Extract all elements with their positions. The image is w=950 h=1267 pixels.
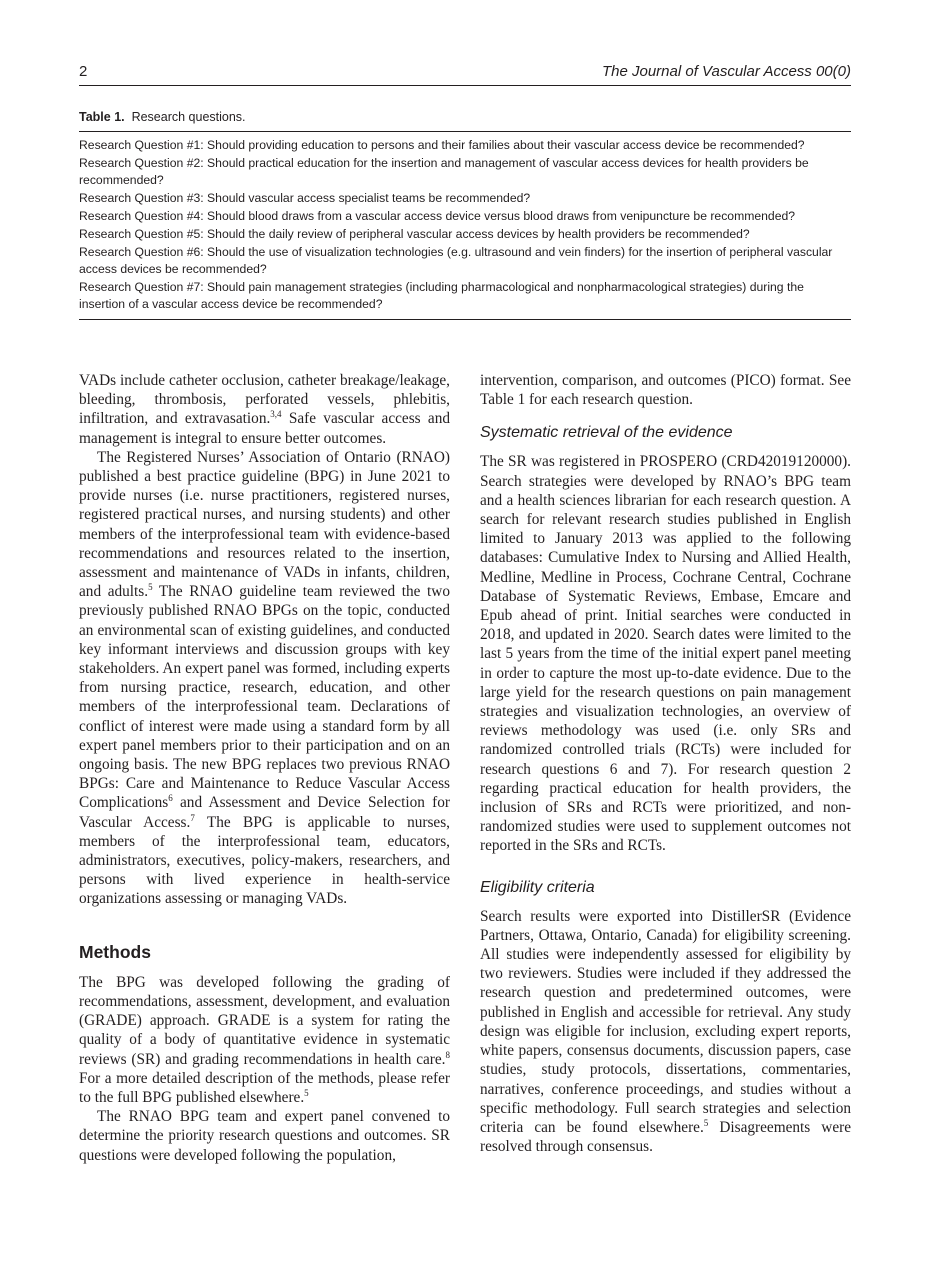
- table-caption: [79, 108, 851, 128]
- running-header: [79, 63, 851, 86]
- journal-title: The Journal of Vascular Access 00(0): [601, 63, 851, 80]
- table-caption-text: Research questions.: [131, 110, 246, 124]
- right-column: [480, 371, 851, 1156]
- citation-ref: 5: [304, 1087, 309, 1098]
- retrieval-heading: Systematic retrieval of the evidence: [480, 424, 733, 442]
- research-question-4: Research Question #4: Should blood draws from a vascular access device versus blood draws from venipuncture be recommended?: [79, 209, 796, 223]
- citation-ref: 8: [445, 1049, 450, 1060]
- research-question-6: Research Question #6: Should the use of visualization technologies (e.g. ultrasound and vein finders) for the insertion of peripheral vascular access devices be recommended?: [79, 245, 833, 276]
- pico-paragraph: intervention, comparison, and outcomes (PICO) format. See Table 1 for each research question.: [480, 372, 851, 409]
- citation-ref: 5: [148, 582, 153, 593]
- research-questions-table: [79, 108, 851, 320]
- methods-paragraph-grade: The BPG was developed following the grading of recommendations, assessment, development, and evaluation (GRADE) approach. GRADE is a system for rating the quality of a body of quantitative evidence in systematic reviews (SR) and grading recommendations in health care.$^8$ For a more detailed description of the methods, please refer to the full BPG published elsewhere.$^5$: [79, 973, 450, 1106]
- research-question-5: Research Question #5: Should the daily review of peripheral vascular access devices by health providers be recommended?: [79, 227, 750, 241]
- intro-paragraph-complications: VADs include catheter occlusion, catheter breakage/leakage, bleeding, thrombosis, perforated vessels, phlebitis, infiltration, and extravasation.$^{3,4}$ Safe vascular access and management is integral to ensure better outcomes.: [79, 372, 451, 447]
- research-question-1: Research Question #1: Should providing education to persons and their families about their vascular access device be recommended?: [79, 138, 805, 152]
- citation-ref: 3,4: [270, 409, 282, 420]
- methods-paragraph-questions: The RNAO BPG team and expert panel convened to determine the priority research questions and outcomes. SR questions were developed following the population,: [79, 1108, 450, 1164]
- intro-paragraph-rnao: The Registered Nurses’ Association of Ontario (RNAO) published a best practice guideline (BPG) in June 2021 to provide nurses (i.e. nurse practitioners, registered nurses, registered practical nurses, and nursing students) and other members of the interprofessional team with evidence-based recommendations and resources related to the insertion, assessment and maintenance of VADs in infants, children, and adults.$^5$ The RNAO guideline team reviewed the two previously published RNAO BPGs on the topic, conducted an environmental scan of existing guidelines, and conducted key informant interviews and discussion groups with key stakeholders. An expert panel was formed, including experts from nursing practice, research, education, and other members of the interprofessional team. Declarations of conflict of interest were made using a standard form by all expert panel members prior to their participation and on an ongoing basis. The new BPG replaces two previous RNAO BPGs: Care and Maintenance to Reduce Vascular Access Complications$^6$ and Assessment and Device Selection for Vascular Access.$^7$ The BPG is applicable to nurses, members of the interprofessional team, educators, administrators, executives, policy-makers, researchers, and persons with lived experience in health-service organizations assessing or managing VADs.: [79, 448, 450, 908]
- research-question-7: Research Question #7: Should pain management strategies (including pharmacological and nonpharmacological strategies) during the insertion of a vascular access device be recommended?: [79, 280, 804, 311]
- table-bottom-rule: [79, 319, 851, 320]
- citation-ref: 7: [190, 812, 195, 823]
- eligibility-heading: Eligibility criteria: [480, 878, 595, 896]
- eligibility-paragraph: Search results were exported into DistillerSR (Evidence Partners, Ottawa, Ontario, Canada) for eligibility screening. All studies were independently assessed for eligibility by two reviewers. Studies were included if they addressed the research question and predetermined outcomes, were published in English and accessible for retrieval. Any study design was eligible for inclusion, excluding expert reports, white papers, consensus documents, discussion papers, case studies, study protocols, dissertations, commentaries, narratives, conference proceedings, and studies without a specific methodology. Full search strategies and selection criteria can be found elsewhere.$^5$ Disagreements were resolved through consensus.: [480, 907, 851, 1156]
- methods-heading: Methods: [79, 941, 151, 962]
- retrieval-paragraph: The SR was registered in PROSPERO (CRD42019120000). Search strategies were developed by RNAO’s BPG team and a health sciences librarian for each research question. A search for relevant research studies published in English limited to January 2013 was applied to the following databases: Cumulative Index to Nursing and Allied Health, Medline, Medline in Process, Cochrane Central, Cochrane Database of Systematic Reviews, Embase, Emcare and Epub ahead of print. Initial searches were conducted in 2018, and updated in 2020. Search dates were limited to the last 5 years from the time of the initial expert panel meeting in order to capture the most up-to-date evidence. Due to the large yield for the research questions on pain management strategies and visualization technologies, an overview of reviews methodology was used (i.e. only SRs and randomized controlled trials (RCTs) were included for research questions 6 and 7). For research question 2 regarding practical education for health providers, the inclusion of SRs and RCTs were prioritized, and non-randomized studies were used to supplement outcomes not reported in the SRs and RCTs.: [480, 453, 851, 855]
- table-label: Table 1.: [79, 110, 125, 124]
- citation-ref: 6: [168, 793, 173, 804]
- citation-ref: 5: [703, 1117, 709, 1128]
- research-question-2: Research Question #2: Should practical education for the insertion and management of vascular access devices for health providers be recommended?: [79, 156, 809, 187]
- research-question-list: [79, 132, 851, 313]
- left-column: [79, 371, 450, 1165]
- research-question-3: Research Question #3: Should vascular access specialist teams be recommended?: [79, 191, 531, 205]
- page-number: 2: [79, 63, 88, 80]
